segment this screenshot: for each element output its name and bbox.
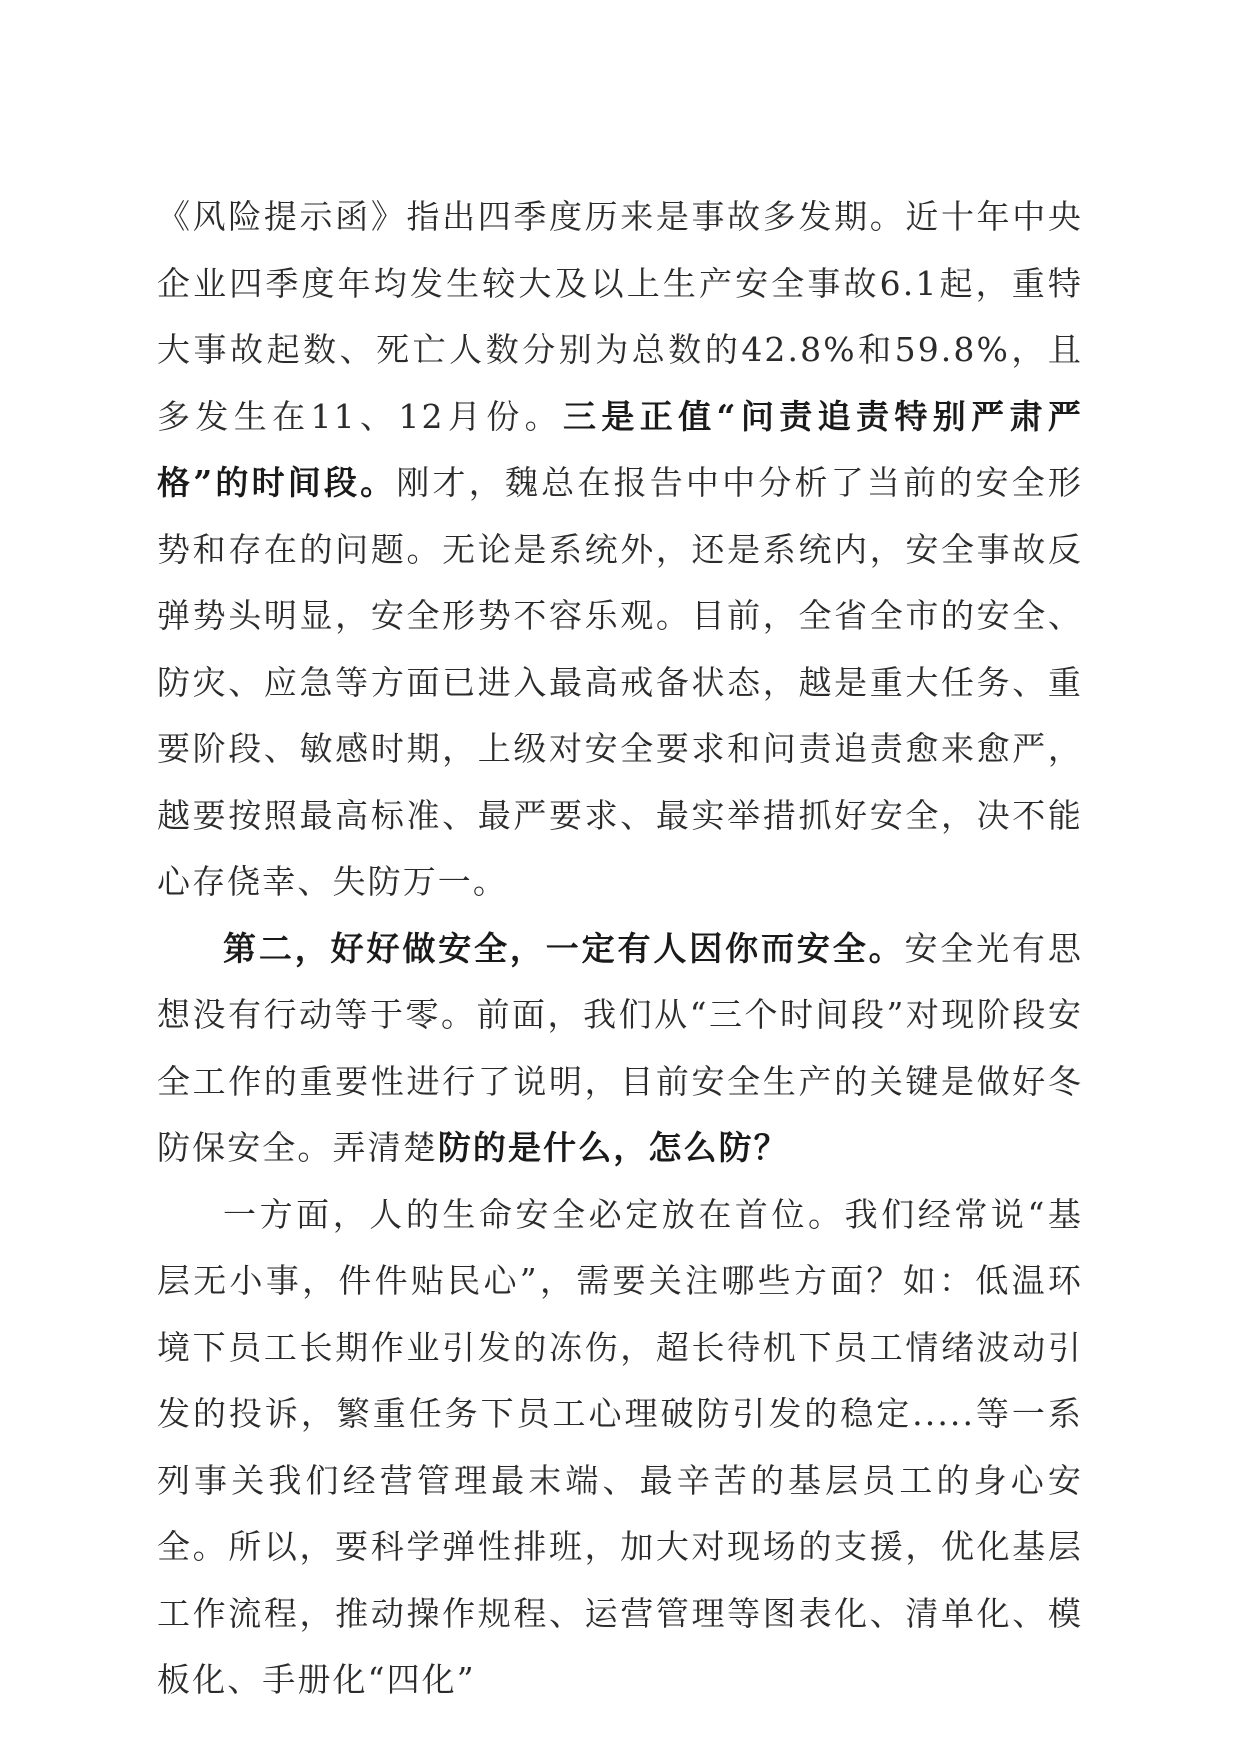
document-body — [157, 184, 1083, 1714]
text-segment: 一方面，人的生命安全必定放在首位。我们经常说“基层无小事，件件贴民心”，需要关注哪些方面？如：低温环境下员工长期作业引发的冻伤，超长待机下员工情绪波动引发的投诉，繁重任务下员工心理破防引发的稳定.....等一系列事关我们经营管理最末端、最辛苦的基层员工的身心安全。所以，要科学弹性排班，加大对现场的支援，优化基层工作流程，推动操作规程、运营管理等图表化、清单化、模板化、手册化“四化” — [157, 1194, 1083, 1699]
paragraph-risk-notice — [157, 184, 1083, 916]
bold-question-what-to-prevent: 防的是什么，怎么防？ — [437, 1128, 789, 1167]
bold-heading-section-two: 第二，好好做安全，一定有人因你而安全。 — [223, 928, 905, 968]
text-segment: 刚才，魏总在报告中中分析了当前的安全形势和存在的问题。无论是系统外，还是系统内，安全事故反弹势头明显，安全形势不容乐观。目前，全省全市的安全、防灾、应急等方面已进入最高戒备状态，越是重大任务、重要阶段、敏感时期，上级对安全要求和问责追责愈来愈严，越要按照最高标准、最严要求、最实举措抓好安全，决不能心存侥幸、失防万一。 — [157, 463, 1083, 901]
text-segment: 安全光有思想没有行动等于零。前面，我们从“三个时间段”对现阶段安全工作的重要性进行了说明，目前安全生产的关键是做好冬防保安全。弄清楚 — [157, 928, 1083, 1167]
text-segment: 《风险提示函》指出四季度历来是事故多发期。近十年中央企业四季度年均发生较大及以上生产安全事故6.1起，重特大事故起数、死亡人数分别为总数的42.8%和59.8%，且多发生在11、12月份。 — [157, 197, 1083, 436]
bold-heading-accountability-period: 三是正值“问责追责特别严肃严格”的时间段。 — [157, 396, 1083, 502]
paragraph-do-safety-well — [157, 916, 1083, 1182]
paragraph-life-safety-first — [157, 1182, 1083, 1714]
